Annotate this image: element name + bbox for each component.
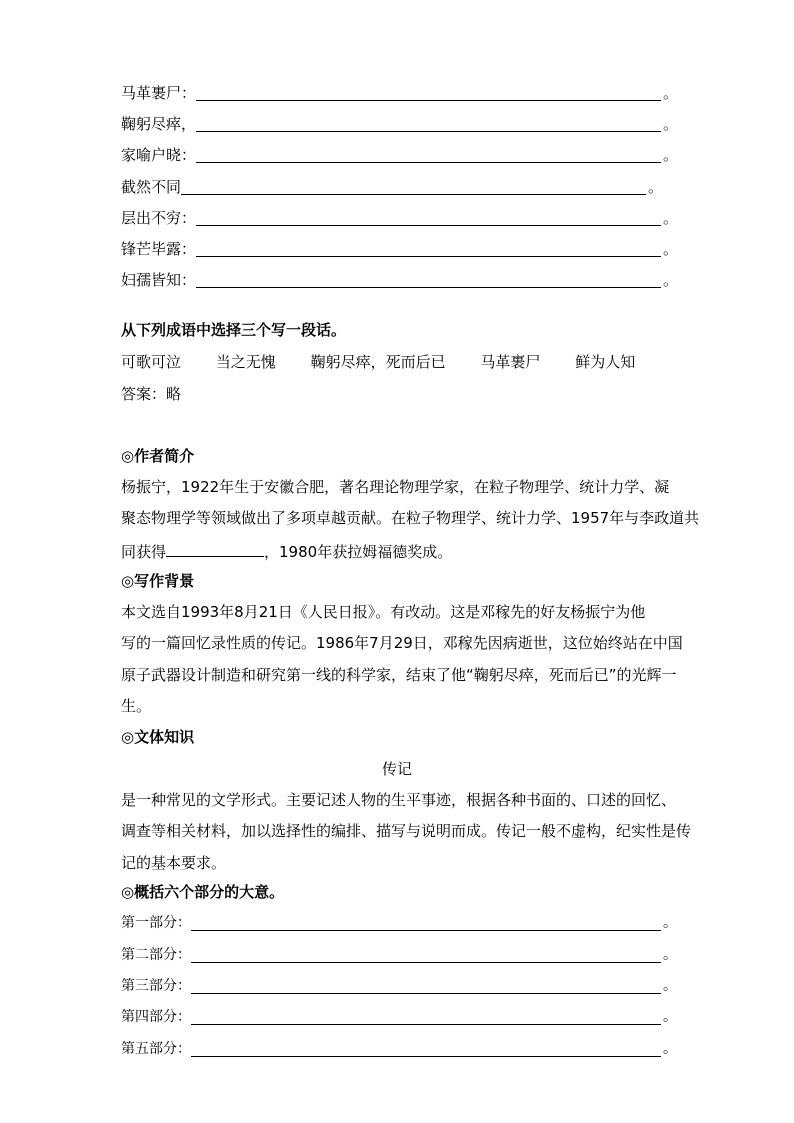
idiom-label: 层出不穷： — [121, 209, 197, 227]
idiom-option: 马革裹尸 — [480, 353, 541, 371]
period: 。 — [663, 209, 679, 227]
answer-blank[interactable] — [191, 946, 661, 963]
author-line-1: 杨振宁，1922年生于安徽合肥，著名理论物理学家，在粒子物理学、统计力学、凝 — [121, 478, 670, 496]
answer-blank[interactable] — [196, 209, 661, 226]
idiom-row-3 — [121, 143, 679, 167]
period: 。 — [663, 84, 679, 102]
answer-blank[interactable] — [196, 84, 661, 101]
answer-blank[interactable] — [196, 146, 661, 163]
genre-line-3: 记的基本要求。 — [121, 854, 227, 872]
part-label: 第四部分： — [121, 1009, 191, 1025]
part-label: 第一部分： — [121, 915, 191, 931]
background-line-1: 本文选自1993年8月21日《人民日报》。有改动。这是邓稼先的好友杨振宁为他 — [121, 603, 646, 621]
part-row-5 — [121, 1037, 675, 1061]
period: 。 — [663, 115, 679, 133]
background-line-2: 写的一篇回忆录性质的传记。1986年7月29日，邓稼先因病逝世，这位始终站在中国 — [121, 634, 683, 652]
genre-line-2: 调查等相关材料，加以选择性的编排、描写与说明而成。传记一般不虚构，纪实性是传 — [121, 822, 692, 840]
answer-blank[interactable] — [196, 240, 661, 257]
part-label: 第五部分： — [121, 1041, 191, 1057]
part-label: 第二部分： — [121, 947, 191, 963]
idiom-option: 可歌可泣 — [121, 353, 182, 371]
idiom-option: 当之无愧 — [215, 353, 276, 371]
period: 。 — [663, 271, 679, 289]
answer-blank[interactable] — [191, 914, 661, 931]
part-row-3 — [121, 974, 675, 998]
idiom-label: 家喻户晓： — [121, 146, 197, 164]
idiom-label: 妇孺皆知： — [121, 271, 197, 289]
idiom-label: 鞠躬尽瘁， — [121, 115, 197, 133]
author-line-2: 聚态物理学等领域做出了多项卓越贡献。在粒子物理学、统计力学、1957年与李政道共 — [121, 509, 700, 527]
background-heading: ◎写作背景 — [121, 572, 195, 590]
part-row-4 — [121, 1005, 675, 1029]
idiom-option: 鲜为人知 — [575, 353, 636, 371]
idiom-row-5 — [121, 206, 679, 230]
answer-blank[interactable] — [181, 178, 646, 195]
idiom-options — [121, 350, 665, 374]
period: 。 — [663, 978, 677, 994]
idiom-label: 锋芒毕露： — [121, 240, 197, 258]
answer-blank[interactable] — [191, 1008, 661, 1025]
idiom-row-6 — [121, 237, 679, 261]
part-row-2 — [121, 943, 675, 967]
exercise-title: 从下列成语中选择三个写一段话。 — [121, 321, 347, 339]
answer-text: 答案：略 — [121, 385, 182, 403]
period: 。 — [663, 146, 679, 164]
author-line-3: 同获得 ，1980年获拉姆福德奖成。 — [121, 538, 721, 564]
idiom-label: 马革裹尸： — [121, 84, 197, 102]
answer-blank[interactable] — [196, 271, 661, 288]
idiom-row-4 — [121, 175, 664, 199]
background-line-4: 生。 — [121, 697, 152, 715]
genre-heading: ◎文体知识 — [121, 728, 195, 746]
period: 。 — [663, 1041, 677, 1057]
answer-blank[interactable] — [191, 977, 661, 994]
idiom-option: 鞠躬尽瘁，死而后已 — [310, 353, 446, 371]
part-label: 第三部分： — [121, 978, 191, 994]
idiom-row-1 — [121, 81, 679, 105]
idiom-label: 截然不同 — [121, 178, 182, 196]
genre-line-1: 是一种常见的文学形式。主要记述人物的生平事迹，根据各种书面的、口述的回忆、 — [121, 791, 677, 809]
idiom-row-2 — [121, 112, 679, 136]
period: 。 — [663, 1009, 677, 1025]
period: 。 — [663, 915, 677, 931]
author-heading: ◎作者简介 — [121, 447, 195, 465]
genre-subtitle: 传记 — [381, 760, 412, 778]
answer-blank[interactable] — [196, 115, 661, 132]
period: 。 — [663, 240, 679, 258]
part-row-1 — [121, 911, 675, 935]
period: 。 — [663, 947, 677, 963]
answer-blank[interactable] — [191, 1040, 661, 1057]
background-line-3: 原子武器设计制造和研究第一线的科学家，结束了他“鞠躬尽瘁，死而后已”的光辉一 — [121, 666, 677, 684]
idiom-row-7 — [121, 268, 679, 292]
period: 。 — [648, 178, 664, 196]
fill-blank[interactable] — [166, 538, 264, 557]
summary-heading: ◎概括六个部分的大意。 — [121, 883, 285, 901]
